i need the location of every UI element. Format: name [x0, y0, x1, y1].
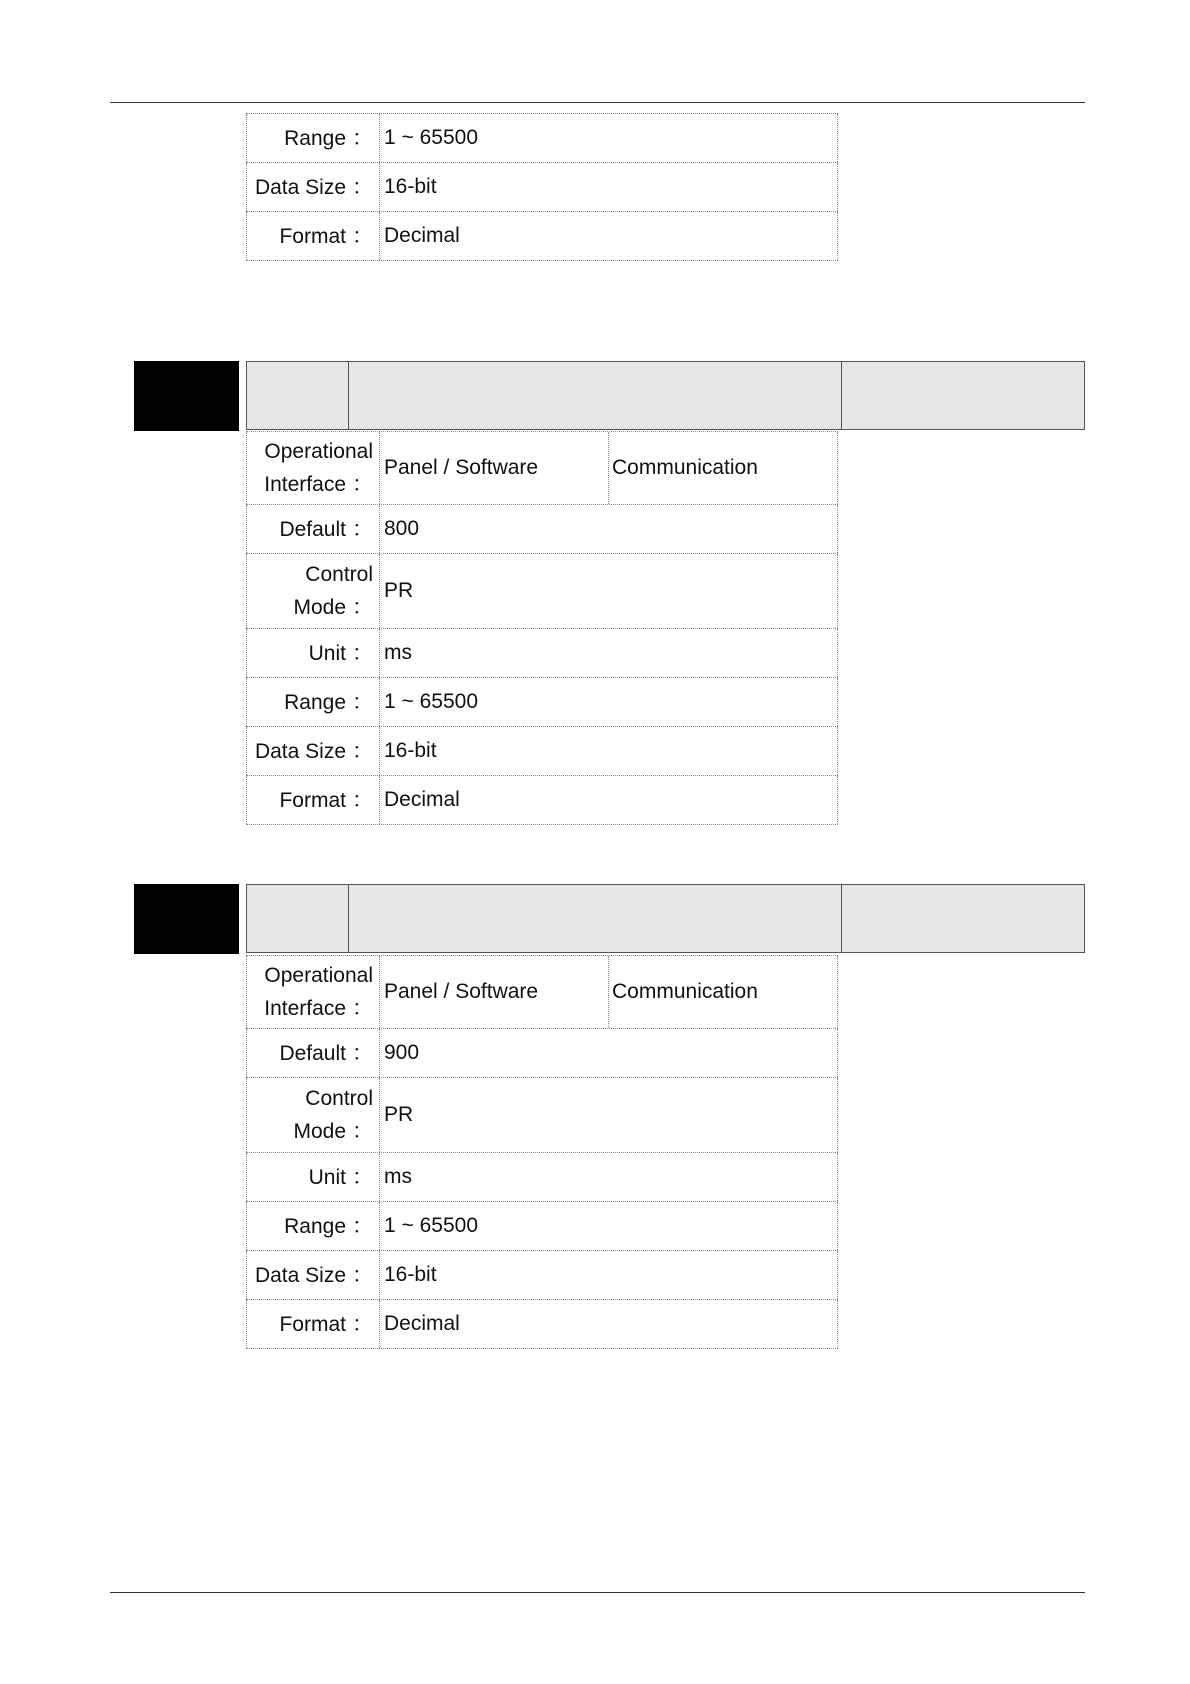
interface-comm-value: Communication — [612, 980, 758, 1003]
table-row: Operational Interface ： Panel / Software Communication — [246, 431, 838, 505]
default-value: 800 — [380, 505, 838, 553]
interface-panel-value: Panel / Software — [380, 432, 609, 504]
header-cell — [349, 885, 842, 952]
table-row: Control Mode ： PR — [246, 554, 838, 629]
header-cell — [247, 885, 349, 952]
mode-label-line1: Control — [305, 1087, 373, 1110]
table-row: Range ： 1 ~ 65500 — [246, 1202, 838, 1251]
mode-label-line2: Mode — [293, 1120, 346, 1143]
table-row: Data Size ： 16-bit — [246, 727, 838, 776]
unit-value: ms — [380, 1153, 838, 1201]
table-row: Format ： Decimal — [246, 776, 838, 825]
table-row: Format ： Decimal — [246, 212, 838, 261]
param-number-block — [134, 884, 239, 954]
default-label: Default — [279, 517, 346, 541]
table-row: Unit ： ms — [246, 629, 838, 678]
mode-label-line2: Mode — [293, 596, 346, 619]
mode-label-line1: Control — [305, 563, 373, 586]
interface-label-line2: Interface — [264, 473, 346, 496]
param-number-block — [134, 361, 239, 431]
range-value: 1 ~ 65500 — [380, 114, 838, 162]
unit-label: Unit — [308, 1165, 346, 1189]
range-value: 1 ~ 65500 — [380, 678, 838, 726]
data-size-value: 16-bit — [380, 727, 838, 775]
param-table-3 — [246, 955, 838, 1349]
table-row: Control Mode ： PR — [246, 1078, 838, 1153]
data-size-value: 16-bit — [380, 163, 838, 211]
default-label: Default — [279, 1041, 346, 1065]
header-cell — [247, 362, 349, 429]
range-label: Range — [284, 690, 346, 714]
mode-value: PR — [380, 1078, 838, 1152]
data-size-label: Data Size — [254, 175, 346, 199]
table-row: Data Size ： 16-bit — [246, 163, 838, 212]
interface-label-line1: Operational — [264, 964, 373, 987]
param-table-1 — [246, 113, 838, 261]
format-label: Format — [279, 224, 346, 248]
unit-value: ms — [380, 629, 838, 677]
format-value: Decimal — [380, 1300, 838, 1348]
format-value: Decimal — [380, 212, 838, 260]
table-row: Default ： 900 — [246, 1029, 838, 1078]
range-label: Range — [284, 126, 346, 150]
data-size-label: Data Size — [254, 1263, 346, 1287]
interface-panel-value: Panel / Software — [380, 956, 609, 1028]
header-cell — [842, 885, 1084, 952]
top-rule — [110, 102, 1085, 103]
param-header — [246, 361, 1085, 430]
interface-label-line1: Operational — [264, 440, 373, 463]
table-row: Data Size ： 16-bit — [246, 1251, 838, 1300]
range-label: Range — [284, 1214, 346, 1238]
param-table-2 — [246, 431, 838, 825]
header-cell — [349, 362, 842, 429]
bottom-rule — [110, 1592, 1085, 1593]
table-row: Default ： 800 — [246, 505, 838, 554]
table-row: Range ： 1 ~ 65500 — [246, 113, 838, 163]
data-size-label: Data Size — [254, 739, 346, 763]
table-row: Operational Interface ： Panel / Software Communication — [246, 955, 838, 1029]
header-cell — [842, 362, 1084, 429]
unit-label: Unit — [308, 641, 346, 665]
interface-comm-value: Communication — [612, 456, 758, 479]
mode-value: PR — [380, 554, 838, 628]
format-label: Format — [279, 1312, 346, 1336]
format-value: Decimal — [380, 776, 838, 824]
table-row: Unit ： ms — [246, 1153, 838, 1202]
range-value: 1 ~ 65500 — [380, 1202, 838, 1250]
default-value: 900 — [380, 1029, 838, 1077]
table-row: Format ： Decimal — [246, 1300, 838, 1349]
table-row: Range ： 1 ~ 65500 — [246, 678, 838, 727]
param-header — [246, 884, 1085, 953]
format-label: Format — [279, 788, 346, 812]
data-size-value: 16-bit — [380, 1251, 838, 1299]
interface-label-line2: Interface — [264, 997, 346, 1020]
